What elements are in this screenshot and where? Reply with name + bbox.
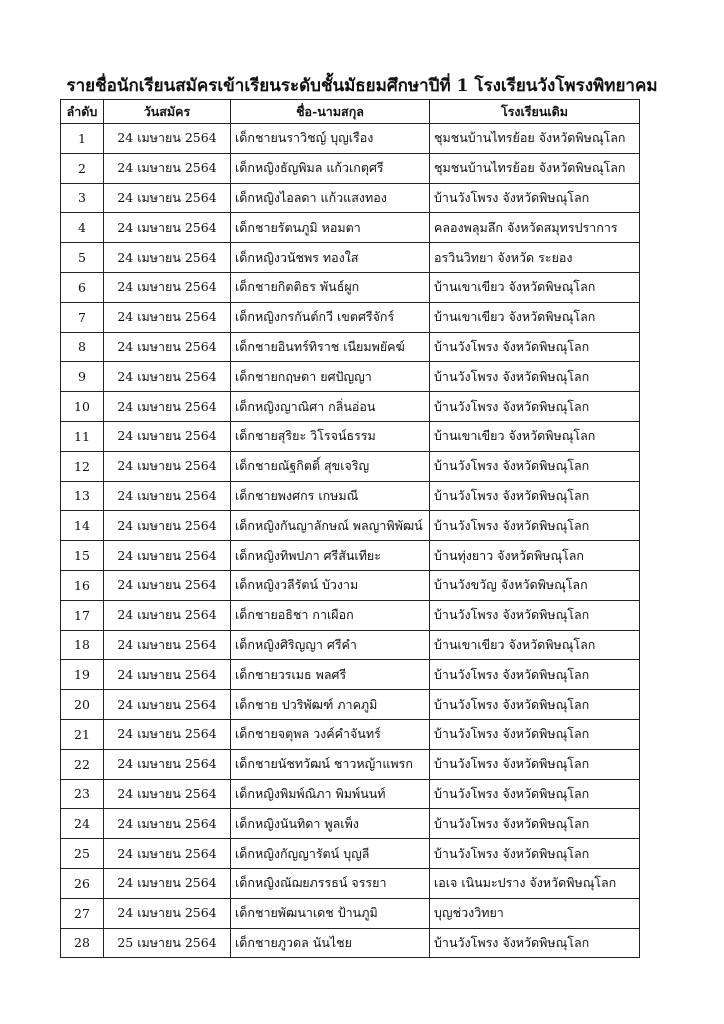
table-row [61,332,640,362]
row-full-name: เด็กชายนราวิชญ์ บุญเรือง [231,124,430,154]
row-order: 26 [61,868,104,898]
table-row [61,928,640,958]
table-row [61,124,640,154]
row-previous-school: บุญช่วงวิทยา [430,898,640,928]
row-order: 12 [61,451,104,481]
row-full-name: เด็กหญิงพิมพ์ณิภา พิมพ์นนท์ [231,779,430,809]
row-order: 4 [61,213,104,243]
row-previous-school: บ้านวังโพรง จังหวัดพิษณุโลก [430,362,640,392]
row-apply-date: 24 เมษายน 2564 [104,183,231,213]
row-full-name: เด็กชายกิตติธร พันธ์ผูก [231,272,430,302]
row-full-name: เด็กชายรัตนภูมิ หอมตา [231,213,430,243]
row-order: 5 [61,243,104,273]
row-previous-school: บ้านวังโพรง จังหวัดพิษณุโลก [430,779,640,809]
table-row [61,809,640,839]
row-previous-school: บ้านวังโพรง จังหวัดพิษณุโลก [430,451,640,481]
row-order: 8 [61,332,104,362]
table-row [61,630,640,660]
table-row [61,600,640,630]
table-row [61,451,640,481]
row-apply-date: 24 เมษายน 2564 [104,213,231,243]
row-apply-date: 24 เมษายน 2564 [104,719,231,749]
row-previous-school: บ้านเขาเขียว จังหวัดพิษณุโลก [430,630,640,660]
row-previous-school: คลองพลุมลึก จังหวัดสมุทรปราการ [430,213,640,243]
row-previous-school: ชุมชนบ้านไทรย้อย จังหวัดพิษณุโลก [430,153,640,183]
row-apply-date: 24 เมษายน 2564 [104,332,231,362]
row-apply-date: 24 เมษายน 2564 [104,839,231,869]
row-order: 11 [61,421,104,451]
row-order: 1 [61,124,104,154]
row-full-name: เด็กชายณัฐกิตติ์ สุขเจริญ [231,451,430,481]
row-previous-school: บ้านเขาเขียว จังหวัดพิษณุโลก [430,421,640,451]
table-row [61,272,640,302]
row-order: 24 [61,809,104,839]
row-apply-date: 24 เมษายน 2564 [104,362,231,392]
table-row [61,541,640,571]
row-full-name: เด็กชายวรเมธ พลศรี [231,660,430,690]
row-previous-school: บ้านวังโพรง จังหวัดพิษณุโลก [430,511,640,541]
table-row [61,243,640,273]
row-full-name: เด็กชายอธิชา กาเผือก [231,600,430,630]
row-order: 28 [61,928,104,958]
row-previous-school: บ้านวังโพรง จังหวัดพิษณุโลก [430,690,640,720]
row-apply-date: 24 เมษายน 2564 [104,630,231,660]
row-full-name: เด็กชายพัฒนาเดช ป้านภูมิ [231,898,430,928]
row-previous-school: บ้านวังโพรง จังหวัดพิษณุโลก [430,839,640,869]
row-apply-date: 24 เมษายน 2564 [104,600,231,630]
row-order: 21 [61,719,104,749]
row-previous-school: บ้านวังโพรง จังหวัดพิษณุโลก [430,481,640,511]
row-apply-date: 24 เมษายน 2564 [104,451,231,481]
header-apply-date: วันสมัคร [104,100,231,124]
row-order: 14 [61,511,104,541]
row-full-name: เด็กชายอินทร์ทิราช เนียมพยัคฆ์ [231,332,430,362]
row-full-name: เด็กหญิงนันทิดา พูลเพ็ง [231,809,430,839]
row-apply-date: 24 เมษายน 2564 [104,302,231,332]
table-row [61,302,640,332]
table-row [61,481,640,511]
row-previous-school: บ้านวังโพรง จังหวัดพิษณุโลก [430,600,640,630]
table-row [61,749,640,779]
row-apply-date: 24 เมษายน 2564 [104,779,231,809]
row-previous-school: บ้านวังโพรง จังหวัดพิษณุโลก [430,928,640,958]
row-full-name: เด็กหญิงทิพปภา ศรีสันเทียะ [231,541,430,571]
table-row [61,898,640,928]
row-order: 2 [61,153,104,183]
header-order: ลำดับ [61,100,104,124]
row-order: 13 [61,481,104,511]
row-previous-school: บ้านเขาเขียว จังหวัดพิษณุโลก [430,272,640,302]
table-row [61,690,640,720]
row-previous-school: บ้านวังโพรง จังหวัดพิษณุโลก [430,809,640,839]
row-full-name: เด็กหญิงกันญาลักษณ์ พลญาพิพัฒน์ [231,511,430,541]
header-full-name: ชื่อ-นามสกุล [231,100,430,124]
row-previous-school: ชุมชนบ้านไทรย้อย จังหวัดพิษณุโลก [430,124,640,154]
table-row [61,213,640,243]
row-order: 22 [61,749,104,779]
row-full-name: เด็กชายสุริยะ วิโรจน์ธรรม [231,421,430,451]
row-apply-date: 24 เมษายน 2564 [104,124,231,154]
row-full-name: เด็กหญิงธัญพิมล แก้วเกตุศรี [231,153,430,183]
row-order: 25 [61,839,104,869]
row-full-name: เด็กหญิงวลีรัตน์ บัวงาม [231,570,430,600]
row-previous-school: บ้านวังโพรง จังหวัดพิษณุโลก [430,719,640,749]
row-full-name: เด็กหญิงณัฌยภรรธน์ จรรยา [231,868,430,898]
row-order: 20 [61,690,104,720]
row-order: 3 [61,183,104,213]
table-row [61,839,640,869]
row-full-name: เด็กชายนัชทวัฒน์ ชาวหญ้าแพรก [231,749,430,779]
applicant-table [60,99,640,958]
table-body [61,124,640,958]
row-full-name: เด็กหญิงกัญญารัตน์ บุญลี [231,839,430,869]
row-apply-date: 25 เมษายน 2564 [104,928,231,958]
row-apply-date: 24 เมษายน 2564 [104,392,231,422]
row-apply-date: 24 เมษายน 2564 [104,570,231,600]
row-apply-date: 24 เมษายน 2564 [104,243,231,273]
row-order: 10 [61,392,104,422]
row-apply-date: 24 เมษายน 2564 [104,809,231,839]
table-row [61,779,640,809]
row-apply-date: 24 เมษายน 2564 [104,660,231,690]
row-order: 17 [61,600,104,630]
table-row [61,362,640,392]
row-full-name: เด็กหญิงไอลดา แก้วแสงทอง [231,183,430,213]
row-order: 9 [61,362,104,392]
row-order: 6 [61,272,104,302]
table-row [61,183,640,213]
row-previous-school: บ้านทุ่งยาว จังหวัดพิษณุโลก [430,541,640,571]
row-apply-date: 24 เมษายน 2564 [104,868,231,898]
row-previous-school: บ้านเขาเขียว จังหวัดพิษณุโลก [430,302,640,332]
row-previous-school: บ้านวังโพรง จังหวัดพิษณุโลก [430,660,640,690]
row-full-name: เด็กชาย ปวริพัฒฑ์ ภาคภูมิ [231,690,430,720]
row-previous-school: บ้านวังขวัญ จังหวัดพิษณุโลก [430,570,640,600]
row-apply-date: 24 เมษายน 2564 [104,898,231,928]
table-row [61,868,640,898]
row-previous-school: อรวินวิทยา จังหวัด ระยอง [430,243,640,273]
table-row [61,511,640,541]
row-apply-date: 24 เมษายน 2564 [104,481,231,511]
table-row [61,153,640,183]
row-order: 15 [61,541,104,571]
row-previous-school: บ้านวังโพรง จังหวัดพิษณุโลก [430,332,640,362]
row-full-name: เด็กชายกฤษดา ยศปัญญา [231,362,430,392]
table-row [61,570,640,600]
row-apply-date: 24 เมษายน 2564 [104,749,231,779]
row-order: 23 [61,779,104,809]
row-order: 18 [61,630,104,660]
page-title: รายชื่อนักเรียนสมัครเข้าเรียนระดับชั้นมัธยมศึกษาปีที่ 1 โรงเรียนวังโพรงพิทยาคม [66,76,658,96]
header-previous-school: โรงเรียนเดิม [430,100,640,124]
row-order: 27 [61,898,104,928]
row-previous-school: บ้านวังโพรง จังหวัดพิษณุโลก [430,749,640,779]
row-apply-date: 24 เมษายน 2564 [104,153,231,183]
table-header-row [61,100,640,124]
row-apply-date: 24 เมษายน 2564 [104,511,231,541]
table-row [61,719,640,749]
row-full-name: เด็กชายภูวดล นันไชย [231,928,430,958]
table-row [61,660,640,690]
row-full-name: เด็กหญิงวนัชพร ทองใส [231,243,430,273]
table-row [61,421,640,451]
row-apply-date: 24 เมษายน 2564 [104,541,231,571]
table-row [61,392,640,422]
row-order: 16 [61,570,104,600]
row-full-name: เด็กหญิงกรกันต์กวี เขตศรีจักร์ [231,302,430,332]
row-apply-date: 24 เมษายน 2564 [104,421,231,451]
row-full-name: เด็กหญิงศิริญญา ศรีคำ [231,630,430,660]
row-full-name: เด็กหญิงญาณิศา กลิ่นอ่อน [231,392,430,422]
row-previous-school: เอเจ เนินมะปราง จังหวัดพิษณุโลก [430,868,640,898]
row-full-name: เด็กชายจตุพล วงค์คำจันทร์ [231,719,430,749]
row-previous-school: บ้านวังโพรง จังหวัดพิษณุโลก [430,392,640,422]
row-full-name: เด็กชายพงศกร เกษมณี [231,481,430,511]
row-previous-school: บ้านวังโพรง จังหวัดพิษณุโลก [430,183,640,213]
row-apply-date: 24 เมษายน 2564 [104,690,231,720]
row-order: 19 [61,660,104,690]
row-apply-date: 24 เมษายน 2564 [104,272,231,302]
row-order: 7 [61,302,104,332]
